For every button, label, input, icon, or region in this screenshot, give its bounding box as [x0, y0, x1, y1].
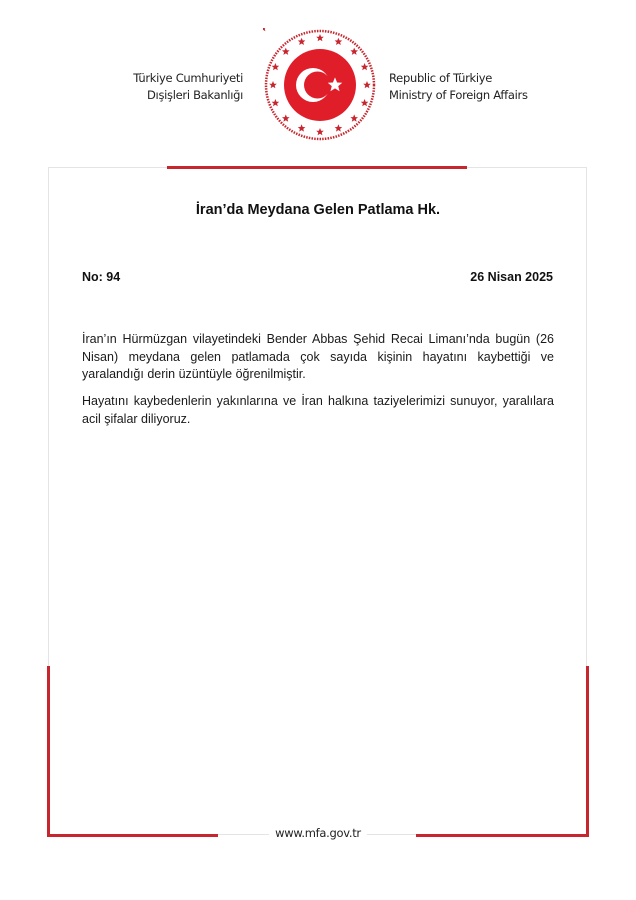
frame-left-red-bar — [47, 666, 50, 837]
frame-right-red-bar — [586, 666, 589, 837]
document-date: 26 Nisan 2025 — [470, 270, 553, 284]
document-frame — [48, 167, 587, 835]
header-right-line1: Republic of Türkiye — [389, 71, 493, 85]
frame-top-red-bar — [167, 166, 467, 169]
header-english-name — [389, 70, 528, 104]
mfa-emblem-icon — [263, 28, 377, 142]
header-left-line1: Türkiye Cumhuriyeti — [133, 71, 243, 85]
body-paragraph-2: Hayatını kaybedenlerin yakınlarına ve İran halkına taziyelerimizi sunuyor, yaralılara acil şifalar diliyoruz. — [82, 394, 554, 426]
header-left-line2: Dışişleri Bakanlığı — [147, 88, 243, 102]
header-right-line2: Ministry of Foreign Affairs — [389, 88, 528, 102]
header-turkish-name — [133, 70, 243, 104]
document-title: İran’da Meydana Gelen Patlama Hk. — [195, 202, 441, 218]
footer-url-link[interactable]: www.mfa.gov.tr — [269, 826, 367, 840]
footer-website — [0, 826, 636, 840]
document-number: No: 94 — [82, 270, 121, 284]
body-paragraph-1: İran’ın Hürmüzgan vilayetindeki Bender Abbas Şehid Recai Limanı’nda bugün (26 Nisan) meydana gelen patlamada çok sayıda kişinin hayatını kaybettiği ve yaralandığı derin üzüntüyle öğrenilmiştir. — [82, 332, 554, 381]
